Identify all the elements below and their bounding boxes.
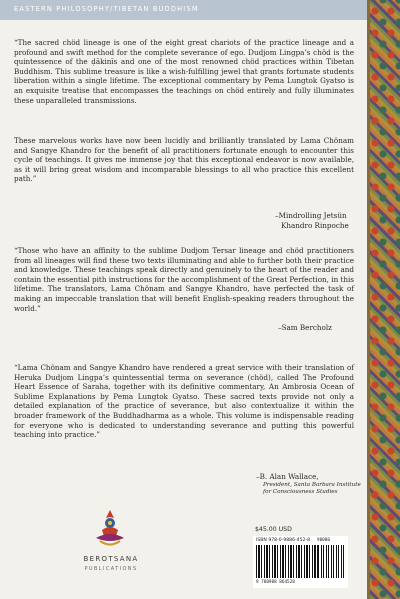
isbn-text: ISBN 978-0-9886-452-8: [256, 538, 311, 543]
category-band: [0, 0, 367, 20]
attribution-affiliation-2: for Consciousness Studies: [263, 488, 338, 495]
quote-1-paragraph-2: These marvelous works have now been lucidly and brilliantly translated by Lama Chönam and Sangye Khandro for the benefit of all practitioners fortunate enough to encounter this cycle of teachings. It gives me immense joy that this exceptional endeavor is now available, as it will bring great wisdom and incomparable blessings to all who practice this excellent path.”: [14, 136, 354, 184]
quote-3-attribution: [256, 472, 361, 496]
quote-2-attribution: [278, 323, 332, 333]
barcode-number: 9 780988 864528: [256, 580, 295, 585]
category-label: EASTERN PHILOSOPHY/TIBETAN BUDDHISM: [14, 5, 199, 13]
attribution-name: –Sam Bercholz: [278, 323, 332, 332]
attribution-name: –B. Alan Wallace,: [256, 472, 319, 481]
quote-2-paragraph-1: “Those who have an affinity to the sublime Dudjom Tersar lineage and chöd practitioners from all lineages will find these two texts illuminating and able to further both their practice and knowledge. These teachings speak directly and genuinely to the heart of the reader and contain the essential pith instructions for the accomplishment of the Great Perfection, in this lifetime. The translators, Lama Chönam and Sangye Khandro, have perfected the task of making an impeccable translation that will benefit English-speaking readers throughout the world.”: [14, 246, 354, 313]
publisher-name: BEROTSANA: [83, 555, 139, 563]
barcode-supplement: 90000: [317, 538, 330, 543]
publisher-logo-icon: [90, 508, 130, 550]
attribution-affiliation-1: President, Santa Barbara Institute: [263, 481, 361, 488]
price-label: $45.00 USD: [255, 526, 292, 533]
quote-1-attribution: [275, 211, 349, 230]
barcode-supplement-bars: [318, 545, 344, 578]
attribution-name: –Mindrolling Jetsün: [275, 211, 347, 220]
quote-1-paragraph-1: “The sacred chöd lineage is one of the eight great chariots of the practice lineage and a profound and swift method for the complete severance of ego. Dudjom Lingpa’s chöd is the quintessence of the ḍākinīs and one of the most renowned chöd practices within Tibetan Buddhism. This sublime treasure is like a wish-fulfilling jewel that grants fortunate students liberation within a single lifetime. The exceptional commentary by Pema Lungtok Gyatso is an exquisite treatise that encompasses the teachings on chöd entirely and fully illuminates these unparalleled transmissions.: [14, 38, 354, 105]
publisher-sub: PUBLICATIONS: [84, 566, 138, 572]
brocade-border: [367, 0, 400, 599]
barcode-box: [253, 536, 348, 588]
quote-3-paragraph-1: “Lama Chönam and Sangye Khandro have rendered a great service with their translation of Heruka Dudjom Lingpa’s quintessential terma on severance (chöd), called The Profound Heart Essence of Saraha, together with its definitive commentary, An Ambrosia Ocean of Sublime Explanations by Pema Lungtok Gyatso. These sacred texts provide not only a detailed explanation of the practice of severance, but also contextualize it within the broader framework of the Buddhadharma as a whole. This volume is indispensable reading for everyone who is dedicated to understanding severance and putting this powerful teaching into practice.”: [14, 363, 354, 440]
attribution-title: Khandro Rinpoche: [281, 220, 349, 230]
